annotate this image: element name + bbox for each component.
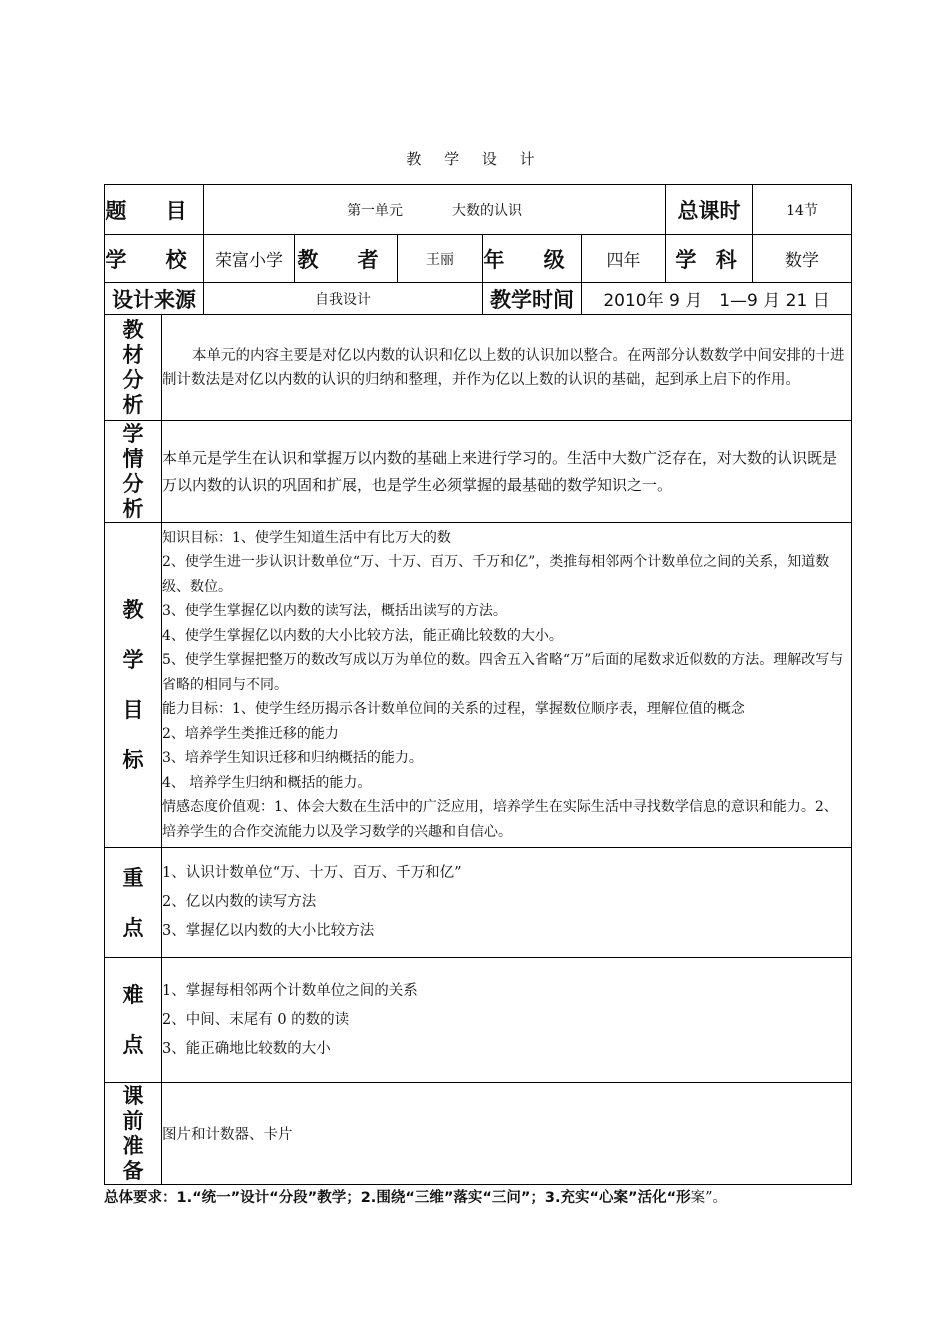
general-requirements xyxy=(104,1186,851,1211)
material-label: 教 材 分 析 xyxy=(105,315,162,421)
list-item: 1、掌握每相邻两个计数单位之间的关系 xyxy=(162,982,418,999)
goal-line: 3、培养学生知识迁移和归纳概括的能力。 xyxy=(162,750,423,767)
learner-label: 学 情 分 析 xyxy=(105,421,162,523)
key-points-row xyxy=(105,848,852,958)
school-row xyxy=(105,235,852,283)
grade-label: 年 级 xyxy=(483,235,582,283)
subject-value: 数学 xyxy=(753,235,852,283)
teacher-label: 教 者 xyxy=(295,235,398,283)
learner-analysis-text: 本单元是学生在认识和掌握万以内数的基础上来进行学习的。生活中大数广泛存在，对大数的认识既是万以内数的认识的巩固和扩展，也是学生必须掌握的最基础的数学知识之一。 xyxy=(162,421,852,523)
document-title: 教 学 设 计 xyxy=(406,150,544,168)
key-points-list xyxy=(162,848,852,958)
lesson-plan-table xyxy=(104,184,852,1185)
material-analysis-text: 本单元的内容主要是对亿以内数的认识和亿以上数的认识加以整合。在两部分认数数学中间安排的十进制计数法是对亿以内数的认识的归纳和整理，并作为亿以上数的认识的基础，起到承上启下的作用。 xyxy=(162,315,852,421)
teacher-value: 王丽 xyxy=(398,235,483,283)
topic-value xyxy=(204,185,666,235)
difficult-points-label: 难 点 xyxy=(105,958,162,1083)
difficult-points-list xyxy=(162,958,852,1083)
total-hours-value: 14节 xyxy=(753,185,852,235)
preparation-text: 图片和计数器、卡片 xyxy=(162,1083,852,1185)
subject-label: 学 科 xyxy=(666,235,753,283)
material-row xyxy=(105,315,852,421)
topic-row xyxy=(105,185,852,235)
goal-line: 2、使学生进一步认识计数单位“万、十万、百万、千万和亿”，类推每相邻两个计数单位之间的关系，知道数级、数位。 xyxy=(162,554,830,595)
goal-line: 4、使学生掌握亿以内数的大小比较方法，能正确比较数的大小。 xyxy=(162,627,563,644)
topic-label: 题 目 xyxy=(105,185,204,235)
teaching-goals xyxy=(162,523,852,848)
list-item: 2、中间、末尾有 0 的数的读 xyxy=(162,1011,350,1028)
preparation-row xyxy=(105,1083,852,1185)
source-value: 自我设计 xyxy=(204,283,483,315)
goal-line: 4、 培养学生归纳和概括的能力。 xyxy=(162,774,372,791)
list-item: 3、能正确地比较数的大小 xyxy=(162,1040,331,1057)
key-points-label: 重 点 xyxy=(105,848,162,958)
goal-line: 知识目标：1、使学生知道生活中有比万大的数 xyxy=(162,529,451,546)
source-label: 设计来源 xyxy=(105,283,204,315)
goal-line: 3、使学生掌握亿以内数的读写法，概括出读写的方法。 xyxy=(162,603,507,620)
difficult-points-row xyxy=(105,958,852,1083)
topic-unit: 第一单元 xyxy=(347,202,404,219)
goal-line: 情感态度价值观：1、体会大数在生活中的广泛应用，培养学生在实际生活中寻找数学信息的意识和能力。2、培养学生的合作交流能力以及学习数学的兴趣和自信心。 xyxy=(162,799,838,840)
learner-row xyxy=(105,421,852,523)
goal-line: 5、使学生掌握把整万的数改写成以万为单位的数。四舍五入省略“万”后面的尾数求近似数的方法。理解改写与省略的相同与不同。 xyxy=(162,652,844,693)
list-item: 2、亿以内数的读写方法 xyxy=(162,894,317,910)
time-label: 教学时间 xyxy=(483,283,582,315)
requirements-rest: 案”。 xyxy=(690,1190,728,1206)
source-row xyxy=(105,283,852,315)
topic-name: 大数的认识 xyxy=(451,202,522,219)
time-value: 2010年 9 月 1—9 月 21 日 xyxy=(582,283,852,315)
total-hours-label: 总课时 xyxy=(666,185,753,235)
preparation-label: 课 前 准 备 xyxy=(105,1083,162,1185)
goal-line: 2、培养学生类推迁移的能力 xyxy=(162,725,339,742)
grade-value: 四年 xyxy=(582,235,666,283)
school-value: 荣富小学 xyxy=(204,235,295,283)
goals-row xyxy=(105,523,852,848)
requirements-bold: 总体要求：1.“统一”设计“分段”教学；2.围绕“三维”落实“三问”；3.充实“心案”活化“形 xyxy=(104,1190,691,1206)
goal-line: 能力目标：1、使学生经历揭示各计数单位间的关系的过程，掌握数位顺序表，理解位值的概念 xyxy=(162,701,745,718)
list-item: 3、掌握亿以内数的大小比较方法 xyxy=(162,923,375,939)
school-label: 学 校 xyxy=(105,235,204,283)
list-item: 1、认识计数单位“万、十万、百万、千万和亿” xyxy=(162,865,462,881)
goals-label: 教 学 目 标 xyxy=(105,523,162,848)
